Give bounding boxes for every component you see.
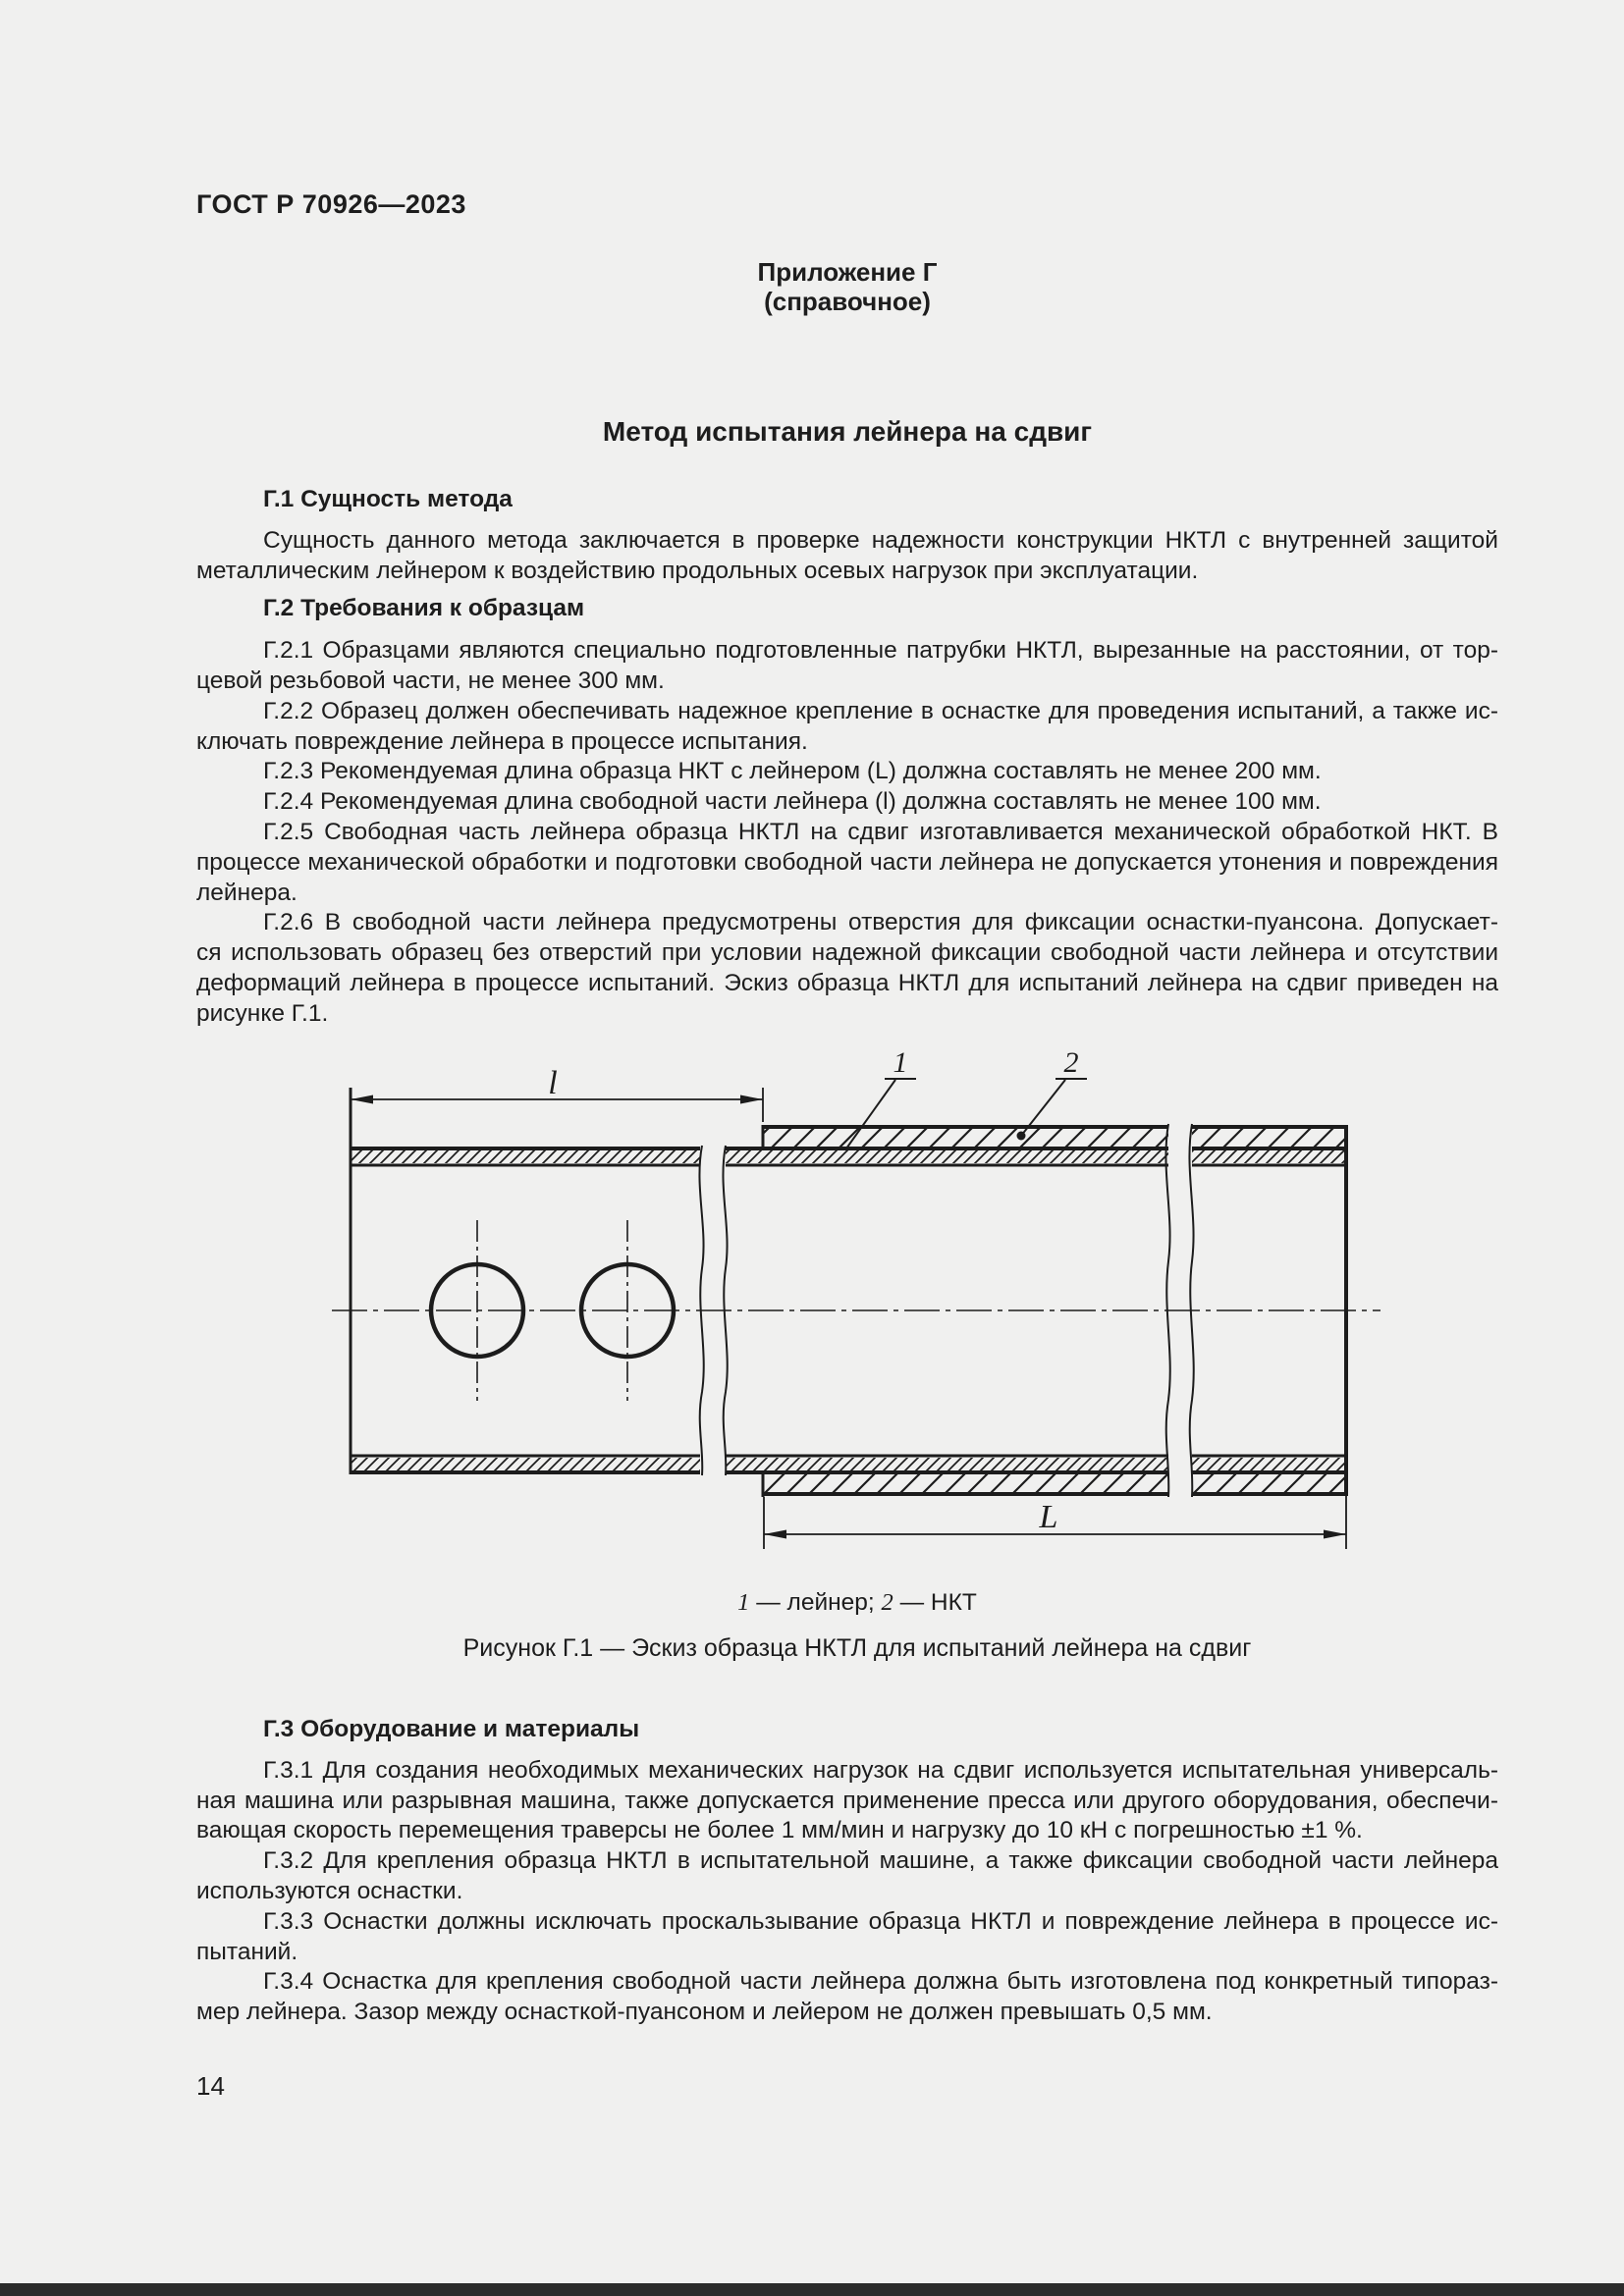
text-line: используются оснастки. bbox=[196, 1877, 463, 1904]
legend-callout-number: 2 bbox=[881, 1589, 893, 1616]
section-heading: Г.3 Оборудование и материалы bbox=[263, 1716, 640, 1742]
section-g3-text bbox=[196, 1715, 1498, 2028]
callout-2-label: 2 bbox=[1063, 1046, 1079, 1079]
liner-bottom-fill1 bbox=[352, 1458, 700, 1470]
text-line: пытаний. bbox=[196, 1938, 298, 1965]
section-heading: Г.2 Требования к образцам bbox=[263, 595, 585, 622]
liner-top-fill1 bbox=[352, 1150, 700, 1163]
appendix-kind: (справочное) bbox=[764, 287, 931, 316]
figure-caption: Рисунок Г.1 — Эскиз образца НКТЛ для испытаний лейнера на сдвиг bbox=[462, 1634, 1252, 1662]
text-line: деформаций лейнера в процессе испытаний. Эскиз образца НКТЛ для испытаний лейнера на сдвиг приведен на bbox=[196, 969, 1498, 996]
text-line: вающая скорость перемещения траверсы не более 1 мм/мин и нагрузку до 10 кН с погрешностью ±1 %. bbox=[196, 1817, 1363, 1844]
liner-top-fill3 bbox=[1192, 1150, 1346, 1163]
text-line: ключать повреждение лейнера в процессе испытания. bbox=[196, 727, 808, 755]
text-line: Г.3.3 Оснастки должны исключать проскальзывание образца НКТЛ и повреждение лейнера в процессе ис- bbox=[263, 1907, 1498, 1935]
callout-2-leader-dot bbox=[1017, 1132, 1026, 1141]
page-number: 14 bbox=[196, 2071, 225, 2101]
text-line: ная машина или разрывная машина, также допускается применение пресса или другого оборудования, обеспечи- bbox=[196, 1787, 1498, 1814]
dim-l-arrow-left bbox=[351, 1095, 373, 1104]
liner-bottom-fill2 bbox=[726, 1458, 1168, 1470]
standard-number: ГОСТ Р 70926—2023 bbox=[196, 189, 466, 219]
paragraph bbox=[196, 1756, 1498, 1846]
nkt-wall-bottom-fill bbox=[763, 1474, 1168, 1494]
dim-L-label: L bbox=[1039, 1499, 1058, 1535]
paragraph bbox=[196, 526, 1498, 587]
section-heading: Г.1 Сущность метода bbox=[263, 486, 513, 512]
text-line: Сущность данного метода заключается в проверке надежности конструкции НКТЛ с внутренней защитой bbox=[263, 526, 1498, 554]
figure-legend bbox=[196, 1589, 1518, 1617]
figure-g1-drawing bbox=[324, 1031, 1404, 1566]
paragraph bbox=[196, 697, 1498, 758]
dim-l-label: l bbox=[548, 1065, 558, 1101]
section-g1-g2-text bbox=[196, 485, 1498, 1030]
callout-1-label: 1 bbox=[893, 1046, 908, 1079]
paragraph bbox=[196, 757, 1498, 787]
paragraph bbox=[196, 787, 1498, 818]
text-line: Г.2.2 Образец должен обеспечивать надежное крепление в оснастке для проведения испытаний, а также ис- bbox=[263, 697, 1498, 724]
paragraph bbox=[196, 1967, 1498, 2028]
scan-bottom-edge bbox=[0, 2283, 1624, 2296]
text-line: мер лейнера. Зазор между оснасткой-пуансоном и лейером не должен превышать 0,5 мм. bbox=[196, 1999, 1213, 2026]
nkt-wall-top-fill2 bbox=[1192, 1127, 1346, 1148]
liner-top-fill2 bbox=[726, 1150, 1168, 1163]
paragraph bbox=[196, 636, 1498, 697]
text-line: лейнера. bbox=[196, 879, 298, 906]
paragraph bbox=[196, 1907, 1498, 1968]
text-line: Г.3.4 Оснастка для крепления свободной части лейнера должна быть изготовлена под конкретный типораз- bbox=[263, 1968, 1498, 1996]
paragraph bbox=[196, 908, 1498, 1029]
text-line: Г.3.2 Для крепления образца НКТЛ в испытательной машине, а также фиксации свободной части лейнера bbox=[263, 1847, 1498, 1875]
text-line: Г.2.1 Образцами являются специально подготовленные патрубки НКТЛ, вырезанные на расстоянии, от тор- bbox=[263, 637, 1498, 665]
text-line: рисунке Г.1. bbox=[196, 999, 329, 1027]
dim-l-arrow-right bbox=[740, 1095, 763, 1104]
text-line: Г.2.3 Рекомендуемая длина образца НКТ с лейнером (L) должна составлять не менее 200 мм. bbox=[263, 758, 1322, 785]
text-line: ся использовать образец без отверстий при условии надежной фиксации свободной части лейнера и отсутствии bbox=[196, 939, 1498, 967]
appendix-block bbox=[196, 257, 1498, 316]
nkt-wall-top-fill bbox=[763, 1127, 1168, 1148]
dim-L-arrow-left bbox=[764, 1530, 786, 1539]
dim-L-arrow-right bbox=[1324, 1530, 1346, 1539]
paragraph bbox=[196, 818, 1498, 908]
legend-callout-number: 1 bbox=[737, 1589, 750, 1616]
legend-callout-name: — НКТ bbox=[893, 1589, 977, 1616]
text-line: Г.2.6 В свободной части лейнера предусмотрены отверстия для фиксации оснастки-пуансона. Допускает- bbox=[263, 909, 1498, 936]
text-line: Г.2.4 Рекомендуемая длина свободной части лейнера (l) должна составлять не менее 100 мм. bbox=[263, 788, 1322, 816]
legend-callout-name: — лейнер; bbox=[749, 1589, 882, 1616]
page-title: Метод испытания лейнера на сдвиг bbox=[602, 416, 1093, 447]
text-line: металлическим лейнером к воздействию продольных осевых нагрузок при эксплуатации. bbox=[196, 557, 1199, 584]
text-line: Г.2.5 Свободная часть лейнера образца НКТЛ на сдвиг изготавливается механической обработкой НКТ. В bbox=[263, 818, 1498, 845]
text-line: Г.3.1 Для создания необходимых механических нагрузок на сдвиг используется испытательная универсаль- bbox=[263, 1756, 1498, 1784]
appendix-label: Приложение Г bbox=[757, 257, 938, 287]
nkt-wall-bottom-fill2 bbox=[1192, 1474, 1346, 1494]
paragraph bbox=[196, 1846, 1498, 1907]
liner-bottom-fill3 bbox=[1192, 1458, 1346, 1470]
text-line: процессе механической обработки и подготовки свободной части лейнера не допускается утонения и повреждения bbox=[196, 848, 1498, 876]
text-line: цевой резьбовой части, не менее 300 мм. bbox=[196, 667, 665, 694]
